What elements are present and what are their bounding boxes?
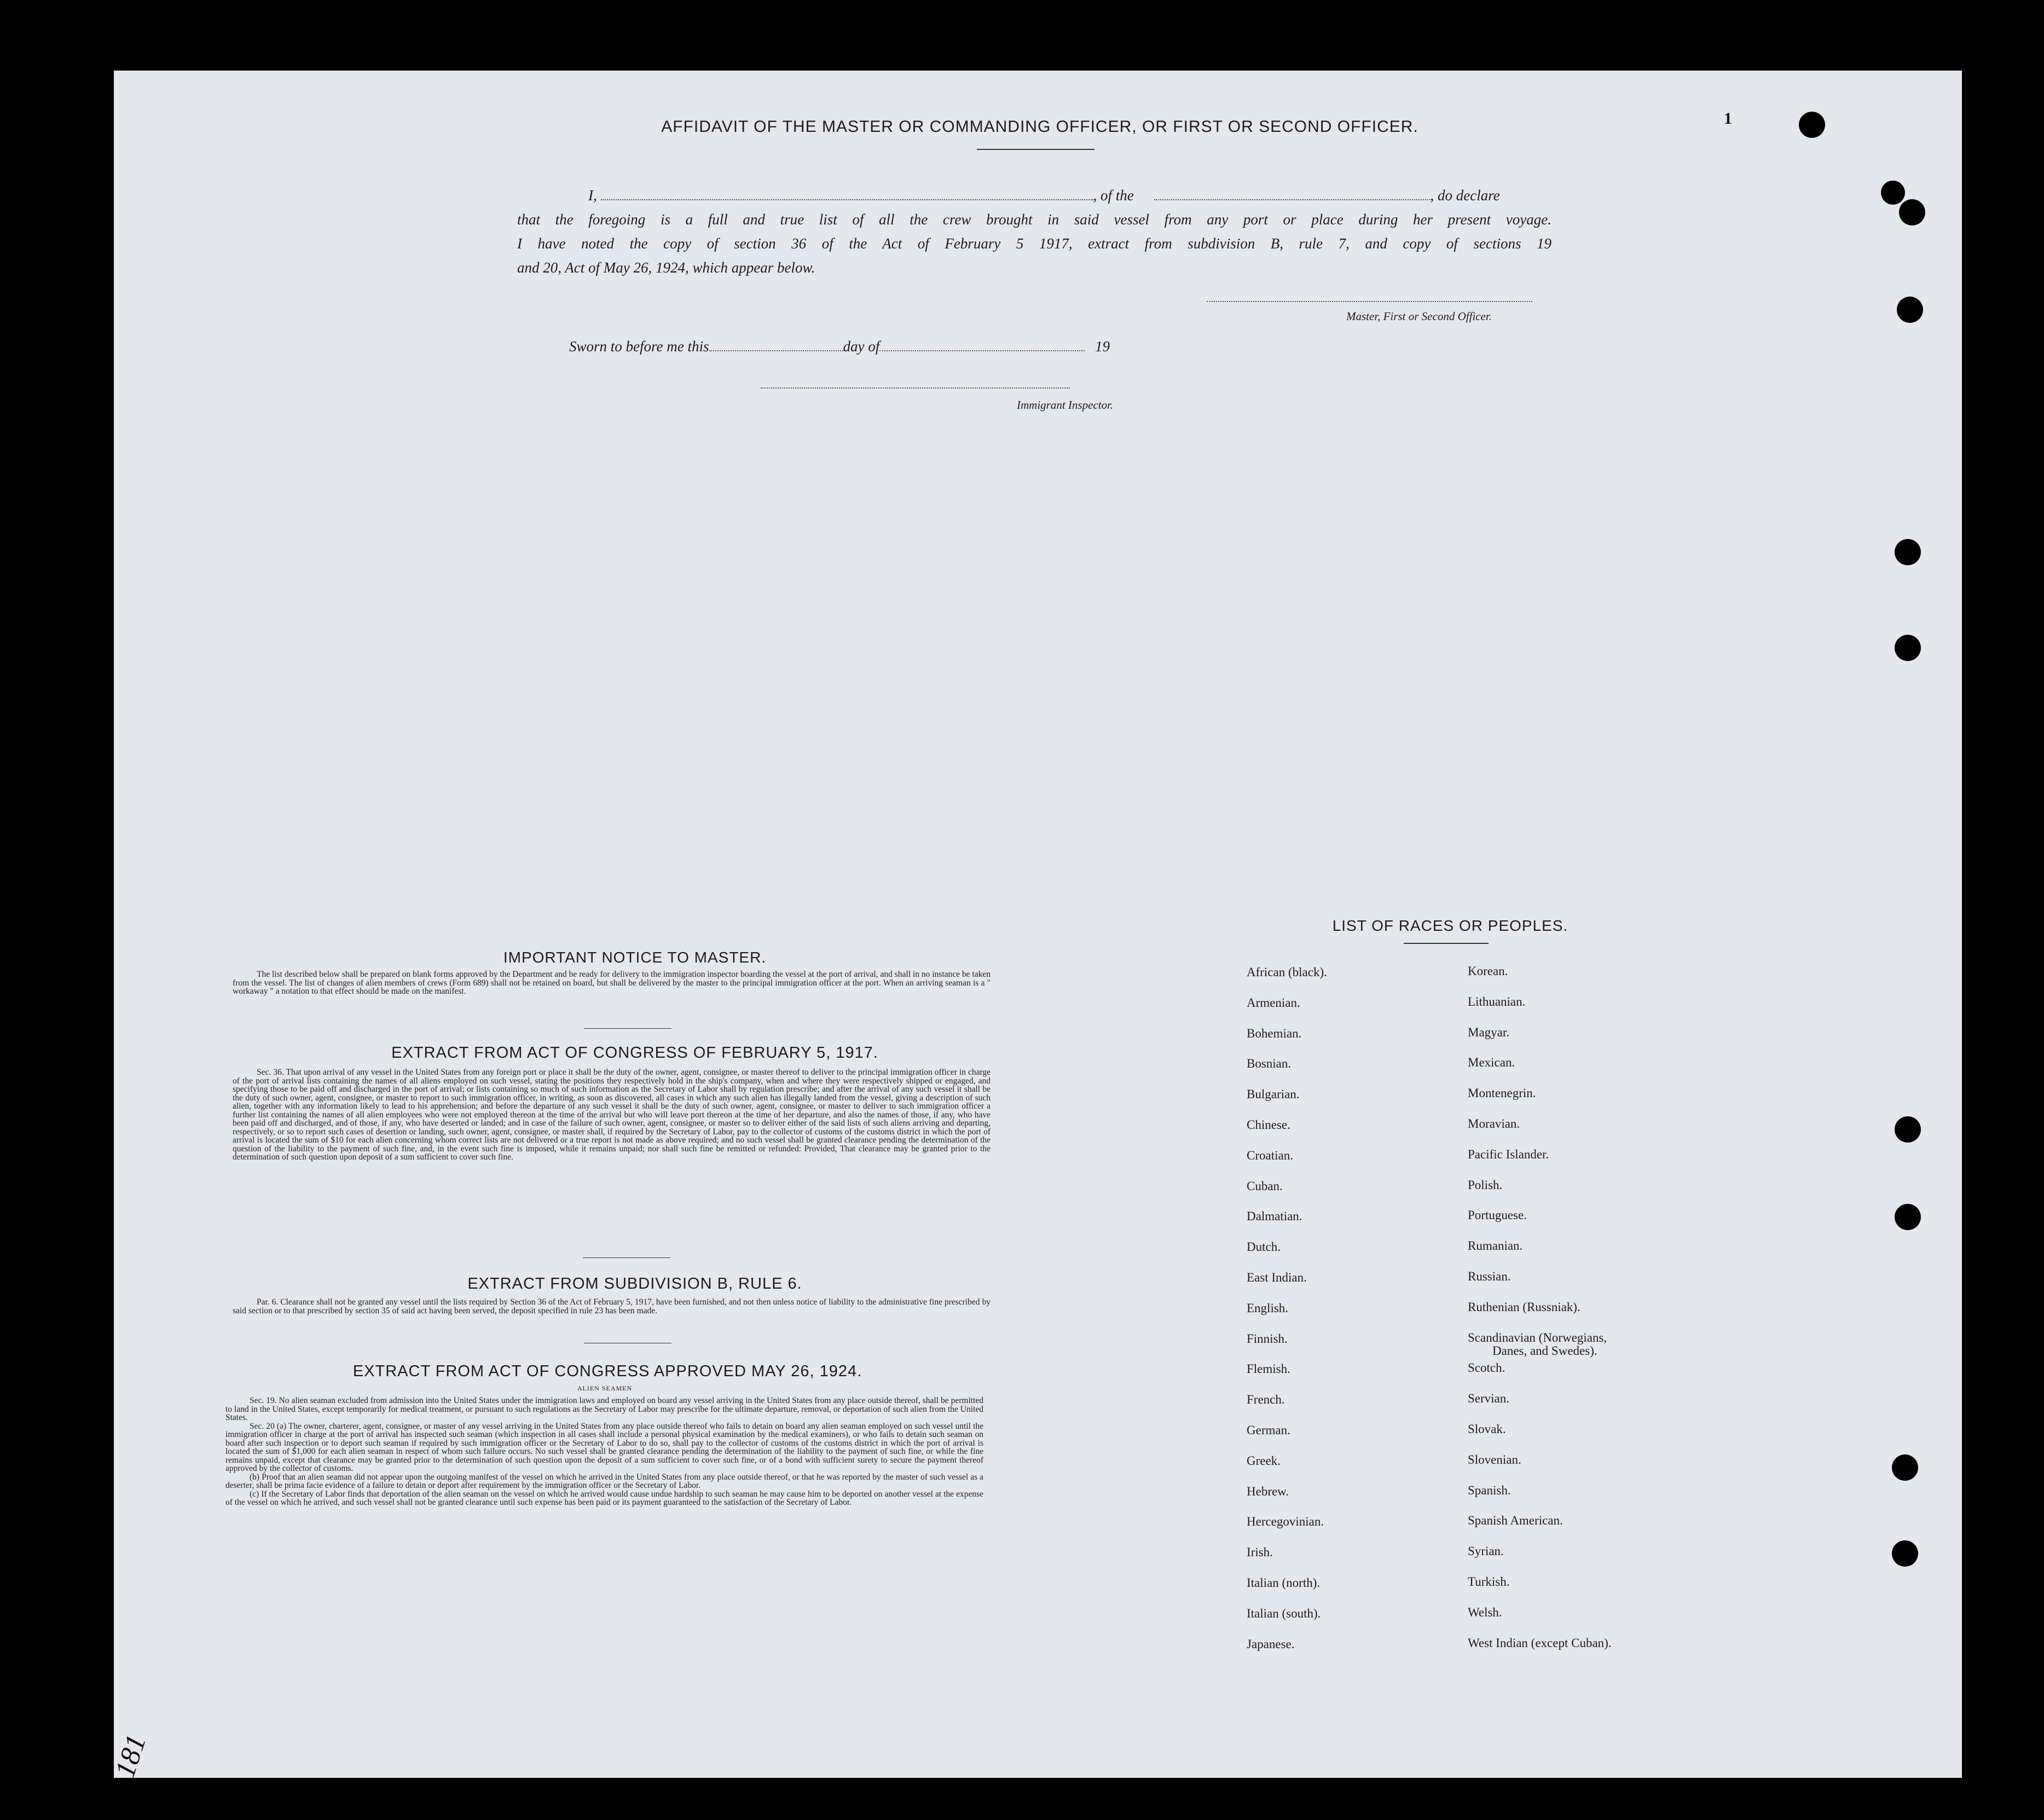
- extract-1917-body: [233, 1068, 991, 1162]
- race-item: Moravian.: [1468, 1116, 1520, 1131]
- race-item: Korean.: [1468, 964, 1508, 978]
- extract-1917-title: EXTRACT FROM ACT OF CONGRESS OF FEBRUARY 5, 1917.: [391, 1044, 878, 1062]
- race-item: Spanish American.: [1468, 1514, 1563, 1528]
- sworn-label: Sworn to before me this: [569, 338, 709, 355]
- race-item: [1468, 1331, 1612, 1361]
- race-item: Syrian.: [1468, 1544, 1504, 1558]
- race-item: French.: [1247, 1393, 1285, 1407]
- race-item: Italian (north).: [1247, 1575, 1321, 1590]
- race-item: Bohemian.: [1247, 1026, 1302, 1040]
- punch-hole: [1895, 1116, 1921, 1143]
- sworn-day-blank[interactable]: [709, 350, 843, 351]
- race-item: Welsh.: [1468, 1605, 1502, 1619]
- race-item: West Indian (except Cuban).: [1468, 1636, 1612, 1650]
- affidavit-line-4: and 20, Act of May 26, 1924, which appear below.: [517, 259, 815, 276]
- rule-6-title: EXTRACT FROM SUBDIVISION B, RULE 6.: [467, 1275, 802, 1292]
- race-item: Hebrew.: [1247, 1484, 1289, 1498]
- race-item: Russian.: [1468, 1269, 1511, 1283]
- race-item: Montenegrin.: [1468, 1086, 1536, 1100]
- race-item: Chinese.: [1247, 1117, 1290, 1132]
- section-20b-text: (b) Proof that an alien seaman did not appear upon the outgoing manifest of the vessel on which he arrived in the United States from any place outside thereof, or that he was reported by the master of such vessel as a deserter, shall be prima facie evidence of a failure to detain or deport after requirement by the immigration officer or the Secretary of Labor.: [225, 1472, 983, 1490]
- race-item: Slovenian.: [1468, 1452, 1521, 1467]
- race-item: Slovak.: [1468, 1422, 1506, 1436]
- race-item: Polish.: [1468, 1178, 1503, 1192]
- race-item: Pacific Islander.: [1468, 1147, 1549, 1161]
- race-item: Cuban.: [1247, 1179, 1283, 1193]
- races-column-2: [1468, 964, 1612, 1666]
- race-item-continuation: Danes, and Swedes).: [1492, 1343, 1597, 1358]
- sworn-line: [569, 338, 1110, 355]
- race-item: Hercegovinian.: [1247, 1515, 1324, 1529]
- notice-body: [233, 970, 991, 996]
- affidavit-i-label: I,: [588, 187, 597, 204]
- section-20c-text: (c) If the Secretary of Labor finds that deportation of the alien seaman on the vessel on which he arrived would cause undue hardship to such seaman he may cause him to be deported on another vessel at the expense of the vessel on which he arrived, and such vessel shall not be granted clearance until such expense has been paid or its payment guaranteed to the satisfaction of the Secretary of Labor.: [225, 1489, 983, 1507]
- section-19-text: Sec. 19. No alien seaman excluded from admission into the United States under the immigration laws and employed on board any vessel arriving in the United States from any place outside thereof, shall be permitted to land in the United States, except temporarily for medical treatment, or pursuant to such regulations as the Secretary of Labor may prescribe for the ultimate departure, removal, or deportation of such alien from the United States.: [225, 1396, 983, 1422]
- race-item: Finnish.: [1247, 1331, 1288, 1346]
- race-item: Servian.: [1468, 1392, 1510, 1406]
- race-item: East Indian.: [1247, 1270, 1307, 1284]
- race-item: Croatian.: [1247, 1148, 1293, 1162]
- extract-1924-body: [225, 1396, 983, 1507]
- race-item: Dutch.: [1247, 1240, 1281, 1254]
- affidavit-declare-label: , do declare: [1430, 187, 1500, 204]
- affidavit-title-rule: [977, 149, 1095, 150]
- race-item: Irish.: [1247, 1545, 1273, 1560]
- punch-hole: [1799, 112, 1825, 138]
- notice-paragraph: The list described below shall be prepared on blank forms approved by the Department and be ready for delivery to the immigration inspector boarding the vessel at the port of arrival, and shall in no instance be taken from the vessel. The list of changes of alien members of crews (Form 689) shall not be retained on board, but shall be delivered by the master to the principal immigration officer at the port. When an arriving seaman is a " workaway " a notation to that effect should be made on the manifest.: [233, 970, 991, 996]
- punch-hole: [1881, 181, 1905, 205]
- punch-hole: [1892, 1454, 1918, 1481]
- race-item: German.: [1247, 1423, 1290, 1437]
- race-item: Magyar.: [1468, 1025, 1510, 1039]
- inspector-signature-blank[interactable]: [761, 387, 1070, 389]
- notice-rule: [584, 1028, 671, 1029]
- punch-hole: [1895, 635, 1921, 661]
- races-title-rule: [1404, 943, 1489, 944]
- affidavit-line-1: [588, 187, 1500, 204]
- master-signature-blank[interactable]: [1207, 301, 1532, 302]
- race-item: Japanese.: [1247, 1637, 1295, 1651]
- race-item-text: Scandinavian (Norwegians,: [1468, 1330, 1607, 1344]
- master-name-blank[interactable]: [601, 199, 1093, 200]
- punch-hole: [1899, 199, 1925, 225]
- races-column-1: [1247, 965, 1327, 1667]
- race-item: African (black).: [1247, 965, 1327, 979]
- race-item: English.: [1247, 1301, 1289, 1315]
- section-36-text: Sec. 36. That upon arrival of any vessel in the United States from any foreign port or place it shall be the duty of the owner, agent, consignee, or master thereof to deliver to the principal immigration officer in charge of the port of arrival lists containing the names of all aliens employed on such vessel, stating the positions they respectively hold in the ship's company, when and where they were respectively shipped or engaged, and specifying those to be paid off and discharged in the port of arrival; or lists containing so much of such information as the Secretary of Labor shall by regulation prescribe; and after the arrival of any such vessel it shall be the duty of such owner, agent, consignee, or master to report to such immigration officer, in writing, as soon as discovered, all cases in which any such alien has illegally landed from the vessel, giving a description of such alien, together with any information likely to lead to his apprehension; and before the departure of any such vessel it shall be the duty of such owner, agent, consignee, or master to deliver to such immigration officer a further list containing the names of all alien employees who were not employed thereon at the time of the arrival but who will leave port thereon at the time of her departure, and also the names of those, if any, who have been paid off and discharged, and of those, if any, who have deserted or landed; and in case of the failure of such owner, agent, consignee, or master so to deliver either of the said lists of such aliens arriving and departing, respectively, or so to report such cases of desertion or landing, such owner, agent, consignee, or master shall, if required by the Secretary of Labor, pay to the collector of customs of the customs district in which the port of arrival is located the sum of $10 for each alien concerning whom correct lists are not delivered or a true report is not made as above required; and no such vessel shall be granted clearance pending the determination of the question of the liability to the payment of such fine, and, in the event such fine is imposed, while it remains unpaid; nor shall such fine be remitted or refunded: Provided, That clearance may be granted prior to the determination of such question upon deposit of a sum sufficient to cover such fine.: [233, 1068, 991, 1162]
- notice-title: IMPORTANT NOTICE TO MASTER.: [503, 949, 767, 966]
- manifest-page: [114, 71, 1962, 1778]
- inspector-signature-label: Immigrant Inspector.: [1017, 398, 1114, 411]
- extract-1917-rule: [583, 1257, 670, 1258]
- paragraph-6-text: Par. 6. Clearance shall not be granted any vessel until the lists required by Section 36 of the Act of February 5, 1917, have been furnished, and not then unless notice of liability to the administrative fine prescribed by said section or to that prescribed by section 35 of said act having been served, the deposit specified in rule 23 has been made.: [233, 1297, 991, 1315]
- affidavit-line-3: I have noted the copy of section 36 of the Act of February 5 1917, extract from subdivision B, rule 7, and copy of sections 19: [517, 235, 1551, 252]
- race-item: Ruthenian (Russniak).: [1468, 1300, 1580, 1314]
- punch-hole: [1895, 1204, 1921, 1230]
- section-20a-text: Sec. 20 (a) The owner, charterer, agent, consignee, or master of any vessel arriving in the United States from any place outside thereof who fails to detain on board any alien seaman employed on such vessel until the immigration officer in charge at the port of arrival has inspected such seaman (which inspection in all cases shall include a personal physical examination by the medical examiners), or who fails to detain such seaman on board after such inspection or to deport such seaman if required by such immigration officer or the Secretary of Labor to do so, shall pay to the collector of customs of the customs district in which the port of arrival is located the sum of $1,000 for each alien seaman in respect of whom such failure occurs. No such vessel shall be granted clearance pending the determination of the liability to the payment of such fine, or while the fine remains unpaid, except that clearance may be granted prior to the determination of such question upon the deposit of a sum sufficient to cover such fine, or of a bond with sufficient surety to secure the payment thereof approved by the collector of customs.: [225, 1421, 983, 1473]
- sworn-month-blank[interactable]: [879, 350, 1085, 351]
- race-item: Lithuanian.: [1468, 994, 1526, 1008]
- rule-6-body: [233, 1298, 991, 1315]
- race-item: Scotch.: [1468, 1361, 1506, 1375]
- vessel-name-blank[interactable]: [1154, 199, 1431, 200]
- affidavit-line-2: that the foregoing is a full and true list of all the crew brought in said vessel from any port or place during her present voyage.: [517, 211, 1551, 228]
- day-of-label: day of: [843, 338, 880, 355]
- race-item: Turkish.: [1468, 1574, 1510, 1589]
- race-item: Greek.: [1247, 1453, 1281, 1468]
- corner-mark: 1: [1724, 109, 1732, 127]
- extract-1924-title: EXTRACT FROM ACT OF CONGRESS APPROVED MAY 26, 1924.: [352, 1363, 862, 1380]
- race-item: Dalmatian.: [1247, 1209, 1302, 1224]
- affidavit-of-the-label: , of the: [1093, 187, 1134, 204]
- punch-hole: [1895, 539, 1921, 565]
- punch-hole: [1892, 1540, 1918, 1567]
- race-item: Portuguese.: [1468, 1208, 1527, 1222]
- punch-hole: [1897, 297, 1923, 323]
- race-item: Spanish.: [1468, 1483, 1511, 1497]
- race-item: Mexican.: [1468, 1056, 1515, 1070]
- race-item: Bosnian.: [1247, 1057, 1292, 1071]
- race-item: Flemish.: [1247, 1362, 1290, 1376]
- race-item: Armenian.: [1247, 995, 1300, 1010]
- master-signature-label: Master, First or Second Officer.: [1346, 310, 1492, 323]
- races-title: LIST OF RACES OR PEOPLES.: [1332, 917, 1568, 934]
- race-item: Italian (south).: [1247, 1606, 1321, 1620]
- handwritten-page-number: 181: [109, 1731, 153, 1782]
- race-item: Rumanian.: [1468, 1239, 1523, 1253]
- race-item: Bulgarian.: [1247, 1087, 1300, 1102]
- affidavit-title: AFFIDAVIT OF THE MASTER OR COMMANDING OFFICER, OR FIRST OR SECOND OFFICER.: [661, 118, 1418, 136]
- year-label: 19: [1095, 338, 1110, 355]
- alien-seamen-subtitle: ALIEN SEAMEN: [577, 1384, 633, 1392]
